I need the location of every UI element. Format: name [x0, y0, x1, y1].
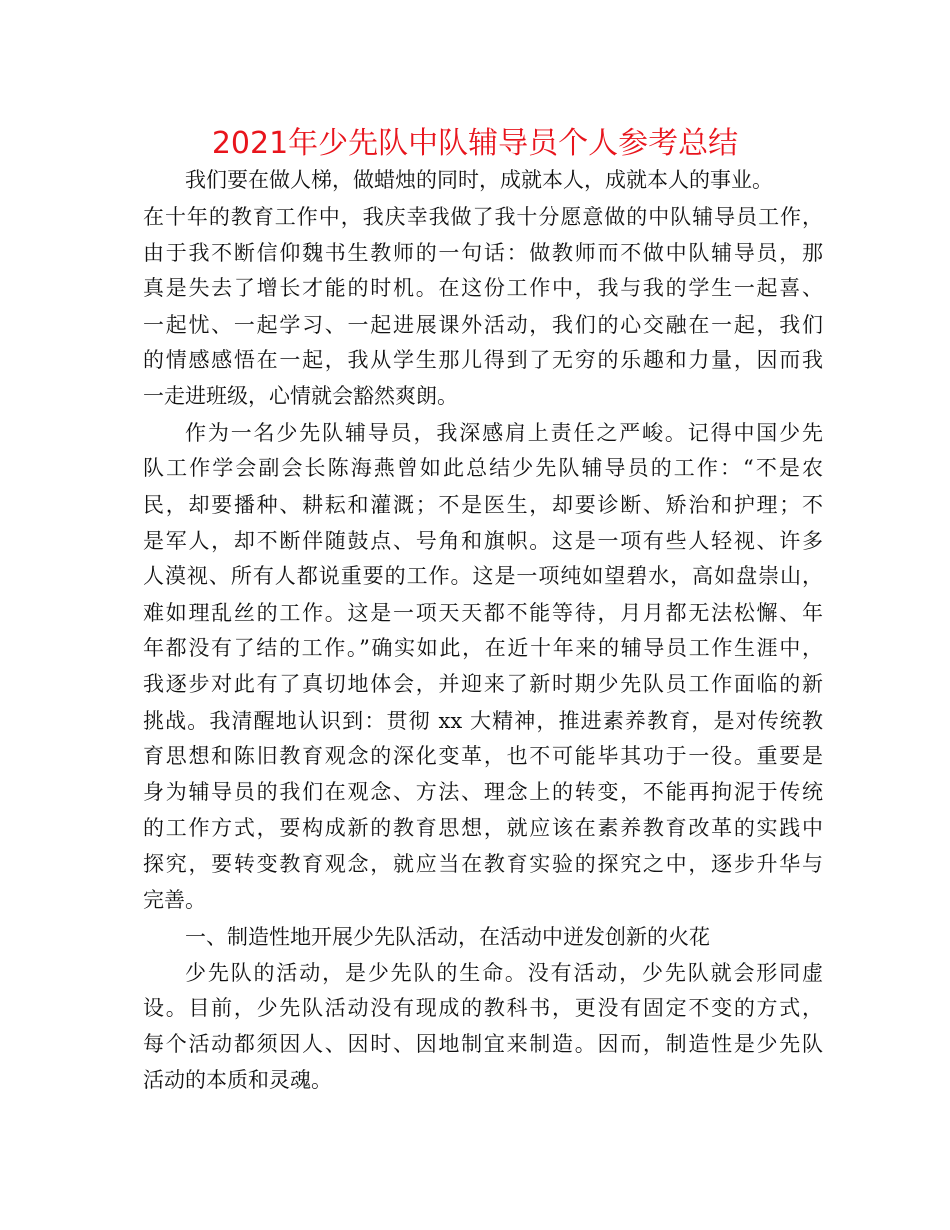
paragraph-line: 我逐步对此有了真切地体会，并迎来了新时期少先队员工作面临的新	[143, 672, 823, 696]
paragraph-line: 年都没有了结的工作。”确实如此，在近十年来的辅导员工作生涯中，	[143, 636, 823, 660]
paragraph-line: 在十年的教育工作中，我庆幸我做了我十分愿意做的中队辅导员工作，	[143, 205, 823, 229]
paragraph-line: 队工作学会副会长陈海燕曾如此总结少先队辅导员的工作：“不是农	[143, 456, 823, 480]
paragraph-line: 探究，要转变教育观念，就应当在教育实验的探究之中，逐步升华与	[143, 852, 823, 876]
paragraph-line: 身为辅导员的我们在观念、方法、理念上的转变，不能再拘泥于传统	[143, 780, 823, 804]
paragraph-line: 民，却要播种、耕耘和灌溉；不是医生，却要诊断、矫治和护理；不	[143, 493, 823, 517]
paragraph-line: 是军人，却不断伴随鼓点、号角和旗帜。这是一项有些人轻视、许多	[143, 529, 823, 553]
paragraph-line: 设。目前，少先队活动没有现成的教科书，更没有固定不变的方式，	[143, 996, 823, 1020]
paragraph-line: 人漠视、所有人都说重要的工作。这是一项纯如望碧水，高如盘崇山，	[143, 564, 823, 588]
paragraph-line: 真是失去了增长才能的时机。在这份工作中，我与我的学生一起喜、	[143, 276, 823, 300]
paragraph-line: 难如理乱丝的工作。这是一项天天都不能等待，月月都无法松懈、年	[143, 601, 823, 625]
paragraph-line: 活动的本质和灵魂。	[143, 1068, 332, 1092]
document-title: 2021年少先队中队辅导员个人参考总结	[211, 126, 739, 161]
paragraph-line: 一起忧、一起学习、一起进展课外活动，我们的心交融在一起，我们	[143, 313, 823, 337]
paragraph-line: 少先队的活动，是少先队的生命。没有活动，少先队就会形同虚	[185, 961, 823, 985]
paragraph-line: 由于我不断信仰魏书生教师的一句话：做教师而不做中队辅导员，那	[143, 241, 823, 265]
section-heading: 一、制造性地开展少先队活动，在活动中迸发创新的火花	[185, 925, 710, 949]
paragraph-line: 完善。	[143, 888, 206, 912]
paragraph-line: 的情感感悟在一起，我从学生那儿得到了无穷的乐趣和力量，因而我	[143, 348, 823, 372]
paragraph-line: 每个活动都须因人、因时、因地制宜来制造。因而，制造性是少先队	[143, 1032, 823, 1056]
paragraph-line: 我们要在做人梯，做蜡烛的同时，成就本人，成就本人的事业。	[185, 168, 773, 192]
paragraph-line: 的工作方式，要构成新的教育思想，就应该在素养教育改革的实践中	[143, 816, 823, 840]
paragraph-line: 育思想和陈旧教育观念的深化变革，也不可能毕其功于一役。重要是	[143, 744, 823, 768]
paragraph-line: 作为一名少先队辅导员，我深感肩上责任之严峻。记得中国少先	[185, 421, 823, 445]
paragraph-line: 一走进班级，心情就会豁然爽朗。	[143, 384, 458, 408]
paragraph-line: 挑战。我清醒地认识到：贯彻 xx 大精神，推进素养教育，是对传统教	[143, 709, 823, 733]
